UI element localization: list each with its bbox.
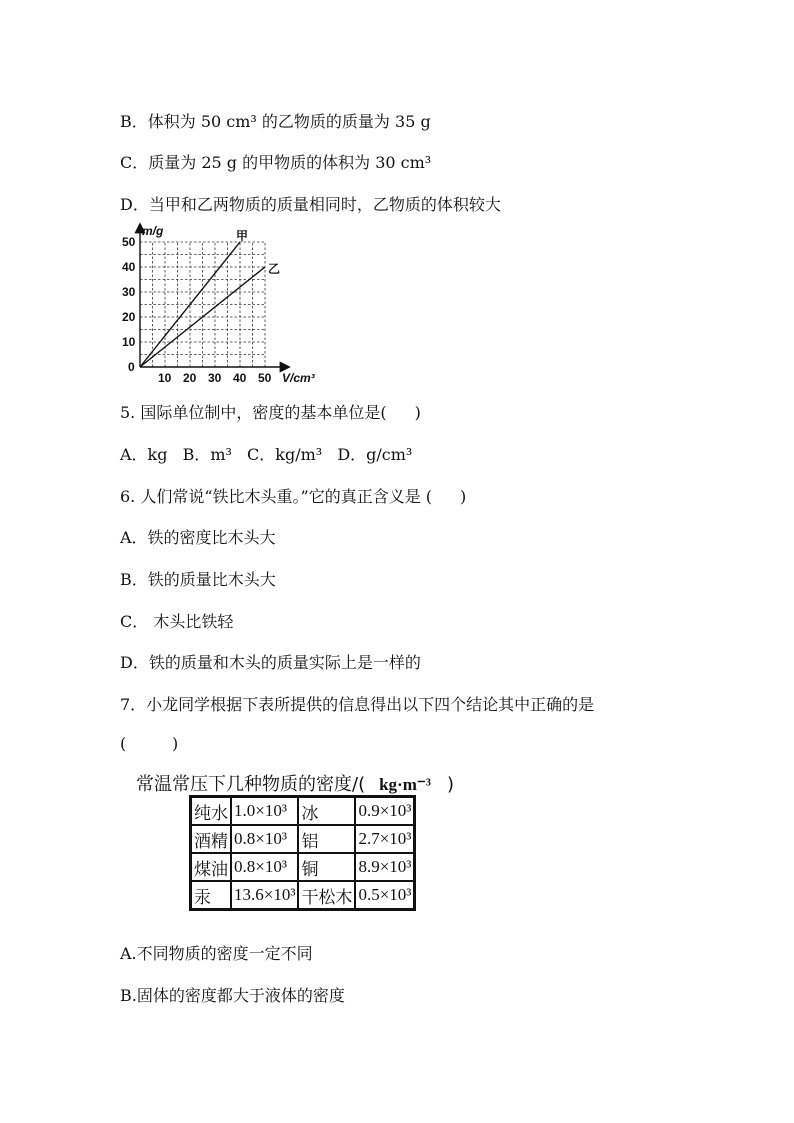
- q5-stem: [120, 400, 421, 423]
- q6-paren-close: ): [460, 487, 467, 506]
- table-cell: 13.6×10³: [231, 881, 298, 910]
- table-cell: 煤油: [191, 853, 232, 881]
- q7-option-a: A.不同物质的密度一定不同: [120, 944, 313, 963]
- grid: [140, 242, 265, 367]
- q4-option-d: D．当甲和乙两物质的质量相同时，乙物质的体积较大: [120, 195, 501, 214]
- q5-option-a: A．kg: [120, 445, 168, 464]
- x-tick-label: 20: [183, 371, 197, 385]
- table-cell: 8.9×10³: [355, 853, 414, 881]
- table-cell: 0.8×10³: [231, 825, 298, 853]
- x-axis-label: V/cm³: [282, 371, 315, 385]
- q5-options: [120, 442, 422, 465]
- table-cell: 0.5×10³: [355, 881, 414, 910]
- q5-option-d: D．g/cm³: [337, 445, 413, 464]
- q5-paren-close: ): [414, 403, 421, 422]
- y-tick-label: 50: [122, 235, 136, 249]
- y-tick-label: 40: [122, 260, 136, 274]
- x-tick-label: 40: [233, 371, 247, 385]
- table-row: [191, 881, 415, 910]
- q7-paren: ( ): [120, 734, 179, 753]
- q5-stem-text: 5. 国际单位制中，密度的基本单位是(: [120, 403, 387, 422]
- table-cell: 1.0×10³: [231, 797, 298, 826]
- table-row: [191, 797, 415, 826]
- q4-option-c: C．质量为 25 g 的甲物质的体积为 30 cm³: [120, 153, 432, 172]
- table-cell: 0.8×10³: [231, 853, 298, 881]
- table-cell: 铜: [298, 853, 355, 881]
- x-tick-label: 10: [158, 371, 172, 385]
- table-cell: 2.7×10³: [355, 825, 414, 853]
- y-tick-label: 20: [122, 310, 136, 324]
- table-title-close: ): [446, 774, 454, 795]
- q5-option-c: C．kg/m³: [247, 445, 323, 464]
- table-title-text: 常温常压下几种物质的密度/(: [136, 774, 366, 795]
- q6-option-c: C． 木头比铁轻: [120, 612, 234, 631]
- table-cell: 汞: [191, 881, 232, 910]
- q5-option-b: B．m³: [182, 445, 232, 464]
- series-label: 甲: [236, 229, 249, 243]
- table-cell: 冰: [298, 797, 355, 826]
- q7-option-b: B.固体的密度都大于液体的密度: [120, 986, 345, 1005]
- x-tick-label: 50: [258, 371, 272, 385]
- q6-stem: [120, 484, 466, 507]
- q6-stem-text: 6. 人们常说“铁比木头重。”它的真正含义是 (: [120, 487, 433, 506]
- y-tick-label: 0: [128, 360, 135, 374]
- q6-option-b: B．铁的质量比木头大: [120, 570, 276, 589]
- q6-option-a: A．铁的密度比木头大: [120, 528, 276, 547]
- q6-option-d: D．铁的质量和木头的质量实际上是一样的: [120, 653, 421, 672]
- table-unit: kg·m⁻³: [379, 775, 431, 794]
- density-table: [189, 795, 416, 911]
- mass-volume-graph: [118, 215, 328, 387]
- table-title: [136, 770, 454, 796]
- table-row: [191, 853, 415, 881]
- table-cell: 酒精: [191, 825, 232, 853]
- q4-option-b: B．体积为 50 cm³ 的乙物质的质量为 35 g: [120, 112, 431, 131]
- q7-stem: 7．小龙同学根据下表所提供的信息得出以下四个结论其中正确的是: [120, 695, 595, 714]
- table-cell: 0.9×10³: [355, 797, 414, 826]
- y-tick-label: 10: [122, 335, 136, 349]
- y-tick-label: 30: [122, 285, 136, 299]
- table-cell: 纯水: [191, 797, 232, 826]
- table-cell: 干松木: [298, 881, 355, 910]
- table-cell: 铝: [298, 825, 355, 853]
- table-row: [191, 825, 415, 853]
- y-axis-label: m/g: [142, 224, 164, 238]
- x-tick-label: 30: [208, 371, 222, 385]
- series-label: 乙: [268, 262, 281, 276]
